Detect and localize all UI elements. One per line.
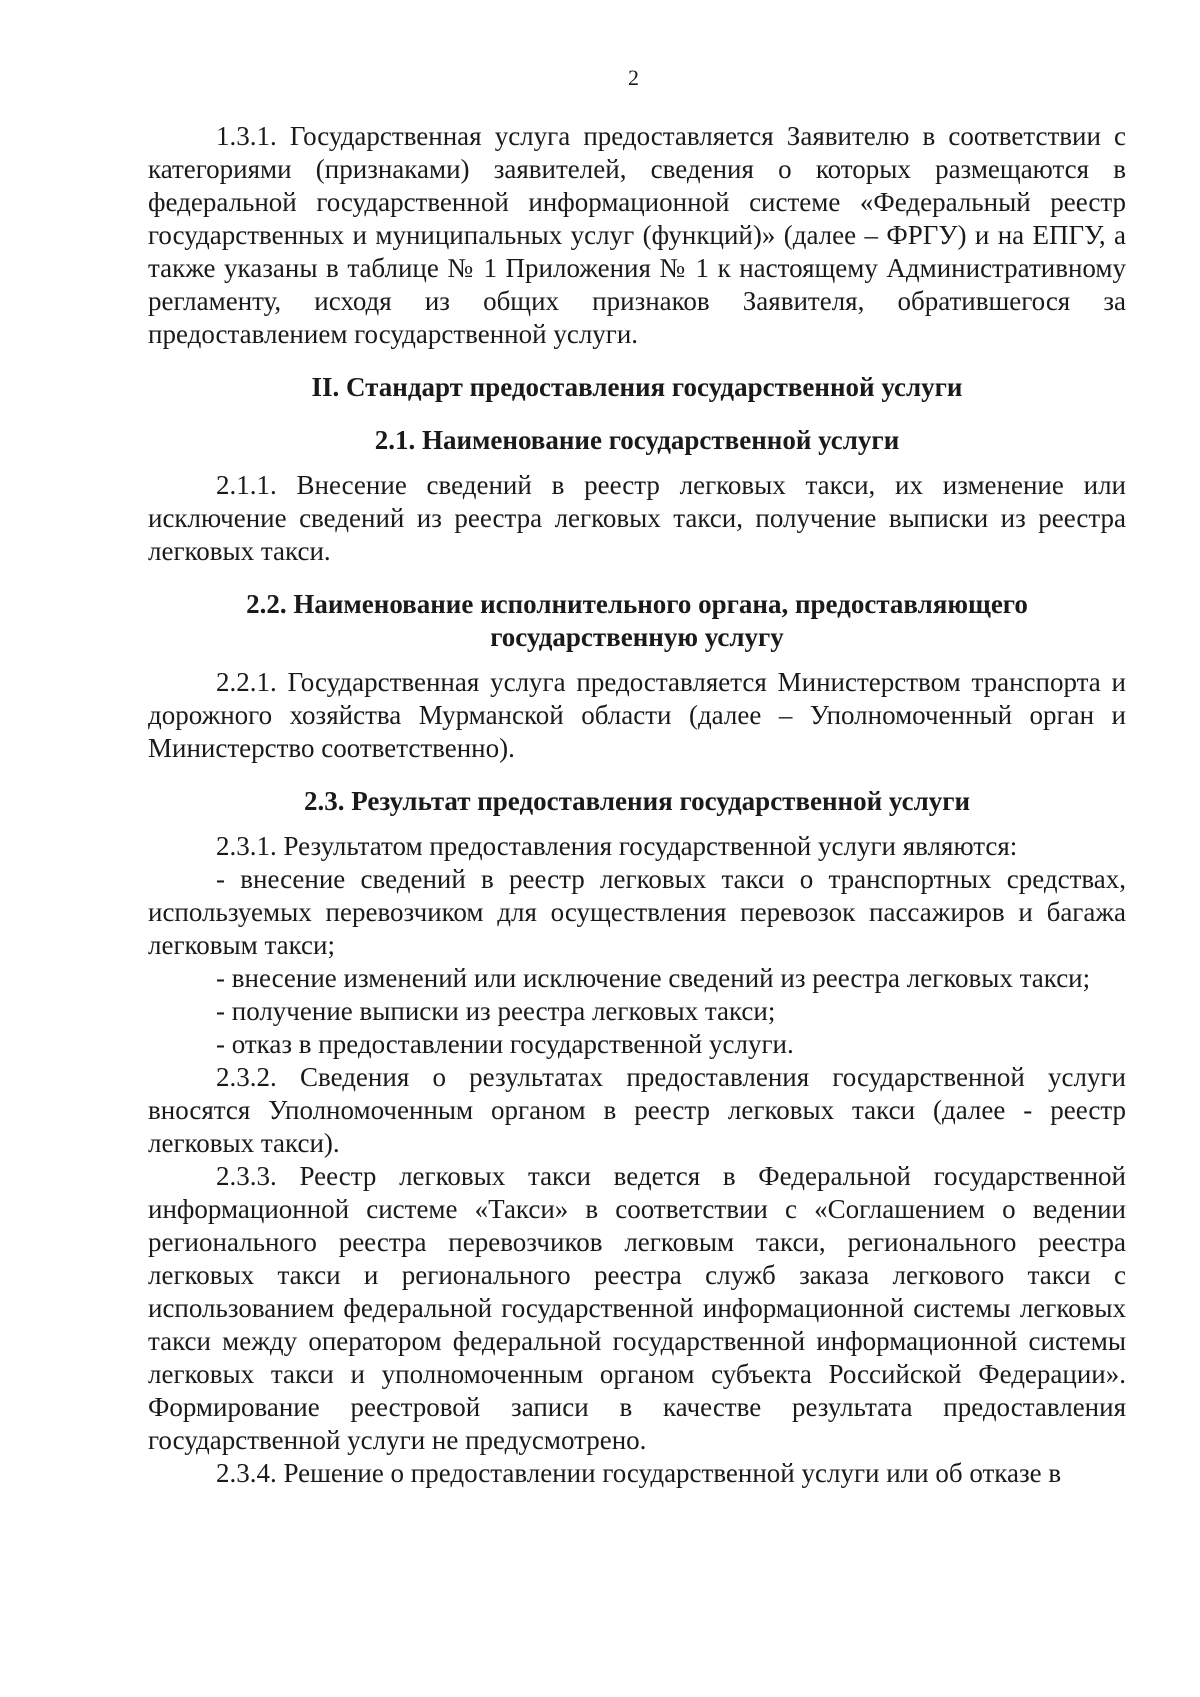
page-number: 2 (628, 65, 639, 90)
paragraph-2-1-1: 2.1.1. Внесение сведений в реестр легковых такси, их изменение или исключение сведений из реестра легковых такси, получение выписки из реестра легковых такси. (148, 470, 1126, 566)
list-item-result-4: - отказ в предоставлении государственной услуги. (216, 1029, 794, 1059)
section-heading-standard: II. Стандарт предоставления государственной услуги (311, 372, 963, 402)
list-item-result-2: - внесение изменений или исключение сведений из реестра легковых такси; (216, 963, 1091, 993)
document-body (148, 120, 1126, 1490)
subsection-heading-2-2-line1: 2.2. Наименование исполнительного органа, предоставляющего (246, 589, 1028, 619)
subsection-heading-2-1: 2.1. Наименование государственной услуги (374, 425, 900, 455)
paragraph-2-3-2: 2.3.2. Сведения о результатах предоставления государственной услуги вносятся Уполномоченным органом в реестр легковых такси (далее - реестр легковых такси). (148, 1062, 1126, 1158)
paragraph-2-3-3: 2.3.3. Реестр легковых такси ведется в Федеральной государственной информационной системе «Такси» в соответствии с «Соглашением о ведении регионального реестра перевозчиков легковым такси, регионального реестра легковых такси и регионального реестра служб заказа легкового такси с использованием федеральной государственной информационной системы легковых такси между оператором федеральной государственной информационной системы легковых такси и уполномоченным органом субъекта Российской Федерации». Формирование реестровой записи в качестве результата предоставления государственной услуги не предусмотрено. (148, 1161, 1126, 1455)
subsection-heading-2-3: 2.3. Результат предоставления государственной услуги (303, 786, 971, 816)
list-item-result-1: - внесение сведений в реестр легковых такси о транспортных средствах, используемых перевозчиком для осуществления перевозок пассажиров и багажа легковым такси; (148, 864, 1126, 960)
subsection-heading-2-2-line2: государственную услугу (490, 622, 784, 652)
paragraph-2-2-1: 2.2.1. Государственная услуга предоставляется Министерством транспорта и дорожного хозяйства Мурманской области (далее – Уполномоченный орган и Министерство соответственно). (148, 667, 1126, 763)
list-item-result-3: - получение выписки из реестра легковых такси; (216, 996, 776, 1026)
paragraph-2-3-4: 2.3.4. Решение о предоставлении государственной услуги или об отказе в (216, 1458, 1062, 1488)
paragraph-1-3-1: 1.3.1. Государственная услуга предоставляется Заявителю в соответствии с категориями (признаками) заявителей, сведения о которых размещаются в федеральной государственной информационной системе «Федеральный реестр государственных и муниципальных услуг (функций)» (далее – ФРГУ) и на ЕПГУ, а также указаны в таблице № 1 Приложения № 1 к настоящему Административному регламенту, исходя из общих признаков Заявителя, обратившегося за предоставлением государственной услуги. (148, 121, 1126, 349)
paragraph-2-3-1: 2.3.1. Результатом предоставления государственной услуги являются: (216, 831, 1018, 861)
